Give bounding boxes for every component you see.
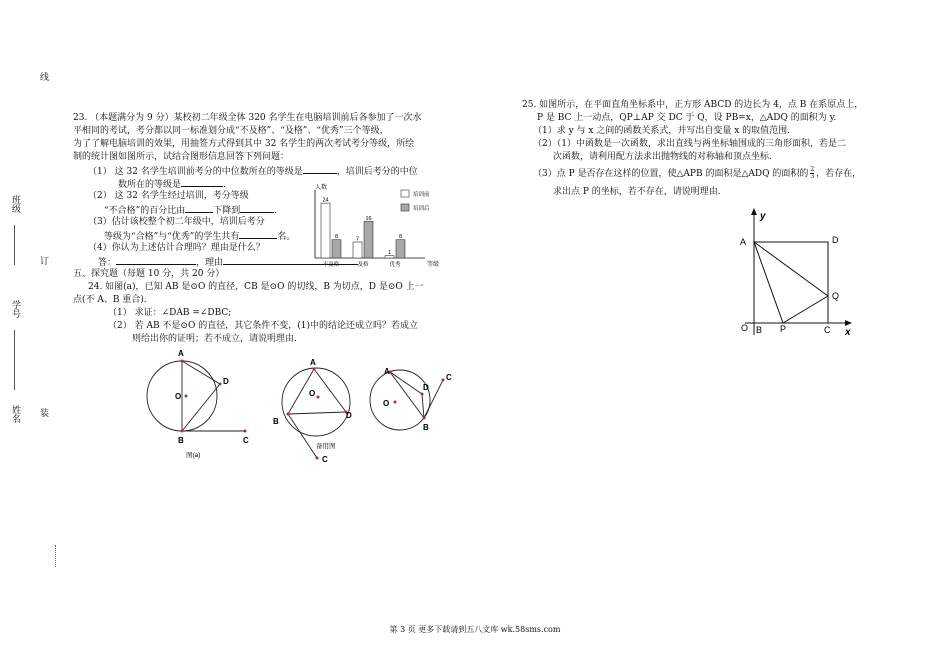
square-abcd	[754, 242, 828, 323]
point-b	[181, 430, 184, 433]
category-label: 及格	[357, 262, 369, 268]
label-axis-y: y	[760, 211, 766, 222]
q24-figures	[140, 340, 470, 470]
q25-line-1: 25. 如图所示，在平面直角坐标系中，正方形 ABCD 的边长为 4，点 B 在系原点上，	[522, 100, 864, 110]
q23-answer-label: 答：	[98, 258, 117, 268]
q23-sub2-line2: “不合格”的百分比由 下降到 .	[104, 203, 277, 218]
label-d: D	[832, 235, 839, 245]
legend-swatch	[401, 190, 409, 197]
binding-margin	[0, 0, 60, 672]
q23-sub4-line: （4）你认为上述估计合理吗？理由是什么？	[88, 243, 265, 253]
label-o: O	[383, 399, 390, 408]
margin-label-ding: 订	[38, 256, 48, 265]
q25-sub3-text-a: （3）点 P 是否存在这样的位置，使△APB 的面积是△ADQ 的面积的	[533, 169, 809, 179]
q23-sub2-line: （2） 这 32 名学生经过培训，考分等级	[88, 191, 249, 201]
bar-value-label: 1	[387, 250, 392, 257]
point-a	[181, 360, 184, 363]
caption-figure-a: 图(a)	[186, 452, 201, 459]
label-c: C	[446, 373, 452, 382]
category-label: 优秀	[389, 262, 401, 268]
bar-after-1	[364, 221, 373, 258]
label-a: A	[384, 367, 390, 376]
label-a: A	[740, 237, 747, 247]
bar-value-label: 7	[355, 236, 360, 243]
circle-o-figure-spare	[282, 368, 350, 436]
label-o: O	[175, 392, 182, 401]
point-b	[423, 417, 426, 420]
answer-blank[interactable]	[240, 203, 274, 213]
bar-before-0	[321, 203, 330, 258]
margin-label-banji: 班级	[10, 195, 20, 213]
point-o	[394, 401, 397, 404]
label-a: A	[178, 349, 184, 358]
margin-label-xian: 线	[38, 72, 48, 81]
figure-spare	[273, 358, 352, 464]
bar-chart	[305, 180, 450, 270]
answer-blank[interactable]	[185, 203, 213, 213]
q24-sub1: （1） 求证：∠DAB =∠DBC;	[108, 308, 232, 318]
label-c: C	[243, 436, 249, 445]
chart-legend	[401, 190, 430, 212]
category-label: 不及格	[322, 262, 340, 268]
q25-sub1: （1）求 y 与 x 之间的函数关系式，并写出自变量 x 的取值范围.	[533, 126, 790, 136]
q25-sub3-line1	[533, 167, 861, 181]
q23-sub3-text-b: 等级为“合格”与“优秀”的学生共有	[104, 232, 240, 242]
margin-label-zhuang: 装	[38, 408, 48, 417]
point-a	[313, 368, 316, 371]
x-axis-label: 等级	[427, 262, 440, 268]
legend-label: 培训前	[413, 192, 430, 198]
label-d: D	[346, 411, 352, 420]
point-o	[185, 395, 188, 398]
label-b: B	[178, 436, 184, 445]
point-d	[421, 393, 424, 396]
segment-ad	[182, 361, 220, 384]
fraction-numerator: 2	[810, 166, 815, 173]
caption-figure-spare: 备用图	[316, 443, 336, 450]
answer-blank[interactable]	[181, 177, 223, 187]
margin-label-xingming: 姓名	[10, 405, 20, 423]
y-axis-arrow	[751, 208, 757, 215]
point-o	[317, 396, 320, 399]
point-d	[219, 383, 222, 386]
page-footer: 第 3 页 更多下载请到五八文库 wk.58sms.com	[389, 625, 561, 634]
bar-value-label: 8	[398, 234, 403, 241]
q23-sub2-text-b: “不合格”的百分比由	[104, 206, 186, 216]
legend-swatch	[401, 204, 409, 211]
q24-sub2-line1: （2） 若 AB 不是⊙O 的直径，其它条件不变，(1)中的结论还成立吗？若成立	[108, 321, 418, 331]
label-o: O	[741, 323, 749, 333]
margin-line-banji	[14, 225, 15, 265]
segment-aq	[754, 242, 828, 296]
answer-blank[interactable]	[116, 255, 196, 265]
bar-before-1	[353, 242, 362, 258]
q23-sub1-text-c: 数所在的等级是	[118, 180, 182, 190]
point-c	[442, 379, 445, 382]
segment-ab	[390, 372, 424, 418]
bars-group	[321, 198, 405, 258]
answer-blank[interactable]	[303, 164, 337, 174]
q25-line-2: P 是 BC 上一动点，QP⊥AP 交 DC 于 Q，设 PB=x，△ADQ 的面积为 y.	[537, 113, 837, 123]
q24-line-2: 点(不 A、B 重合)．	[73, 295, 153, 305]
label-o: O	[309, 389, 316, 398]
point-c	[244, 430, 247, 433]
bar-value-label: 8	[334, 234, 339, 241]
q23-line-3: 为了了解电脑培训的效果，用抽签方式得到其中 32 名学生的两次考试考分等级，所绘	[73, 139, 415, 149]
section-5-title: 五、探究题（每题 10 分，共 20 分）	[73, 269, 225, 279]
point-b	[287, 413, 290, 416]
answer-blank[interactable]	[239, 229, 277, 239]
label-b: B	[273, 417, 279, 426]
q23-sub1-text-b: ，培训后考分的中位	[336, 167, 418, 177]
point-c	[316, 457, 319, 460]
label-d: D	[423, 383, 429, 392]
q25-coordinate-figure	[735, 205, 870, 340]
x-axis-arrow	[845, 320, 852, 326]
q23-sub2-text-c: 下降到	[213, 206, 241, 216]
q23-line-2: 平相同的考试，考分都以同一标准划分成“不及格”、“及格”、“优秀”三个等级，	[73, 126, 389, 136]
segment-ap	[754, 242, 783, 323]
margin-line-xuehao	[14, 330, 15, 390]
q25-sub2-line1: （2）（1）中函数是一次函数，求出直线与两坐标轴围成的三角形面积，若是二	[533, 139, 846, 149]
bar-after-0	[332, 240, 341, 258]
label-b: B	[756, 325, 763, 335]
segment-db	[422, 394, 424, 418]
label-c: C	[824, 325, 831, 335]
figure-a	[147, 349, 249, 459]
q25-sub3-line2: 求出点 P 的坐标，若不存在，请说明理由.	[553, 187, 721, 197]
fraction-two-thirds	[810, 167, 814, 180]
q24-line-1: 24. 如图(a)，已知 AB 是⊙O 的直径，CB 是⊙O 的切线，B 为切点，D 是⊙O 上一	[88, 282, 424, 292]
q23-line-1: 23. （本题满分为 9 分）某校初二年级全体 320 名学生在电脑培训前后各参加了一次水	[73, 113, 422, 123]
label-q: Q	[832, 291, 840, 301]
label-axis-x: x	[845, 327, 851, 338]
segment-db	[182, 384, 220, 431]
segment-db	[288, 412, 346, 414]
q25-sub3-text-b: ，若存在，	[816, 169, 862, 179]
q23-reason-label: ，理由	[196, 258, 224, 268]
segment-ad	[314, 369, 346, 412]
segment-pq	[783, 296, 828, 323]
label-b: B	[423, 423, 429, 432]
q24-sub2-line2: 则给出你的证明；若不成立，请说明理由.	[132, 334, 297, 344]
q23-sub1-text-a: （1） 这 32 名学生培训前考分的中位数所在的等级是	[88, 167, 303, 177]
q23-sub3-line: （3）估计该校整个初二年级中，培训后考分	[88, 217, 265, 227]
category-labels	[323, 260, 401, 268]
label-p: P	[780, 324, 787, 334]
label-d: D	[223, 377, 229, 386]
label-c: C	[322, 455, 328, 464]
q23-line-4: 制的统计图如图所示，试结合图形信息回答下列问题：	[73, 152, 290, 162]
q23-sub3-text-c: 名。	[277, 232, 296, 242]
label-a: A	[310, 358, 316, 367]
bar-value-label: 24	[322, 197, 329, 204]
bar-after-2	[396, 240, 405, 258]
margin-dotted-line	[55, 545, 56, 567]
q25-sub2-line2: 次函数，请利用配方法求出抛物线的对称轴和顶点坐标.	[553, 152, 772, 162]
y-axis-label: 人数	[315, 185, 328, 191]
bar-value-label: 16	[365, 215, 372, 222]
fraction-denominator: 3	[810, 173, 815, 180]
q23-sub1-line2: 数所在的等级是 .	[118, 177, 226, 192]
margin-label-xuehao: 学号	[10, 300, 20, 318]
legend-label: 培训后	[413, 206, 430, 212]
figure-third	[370, 367, 452, 432]
